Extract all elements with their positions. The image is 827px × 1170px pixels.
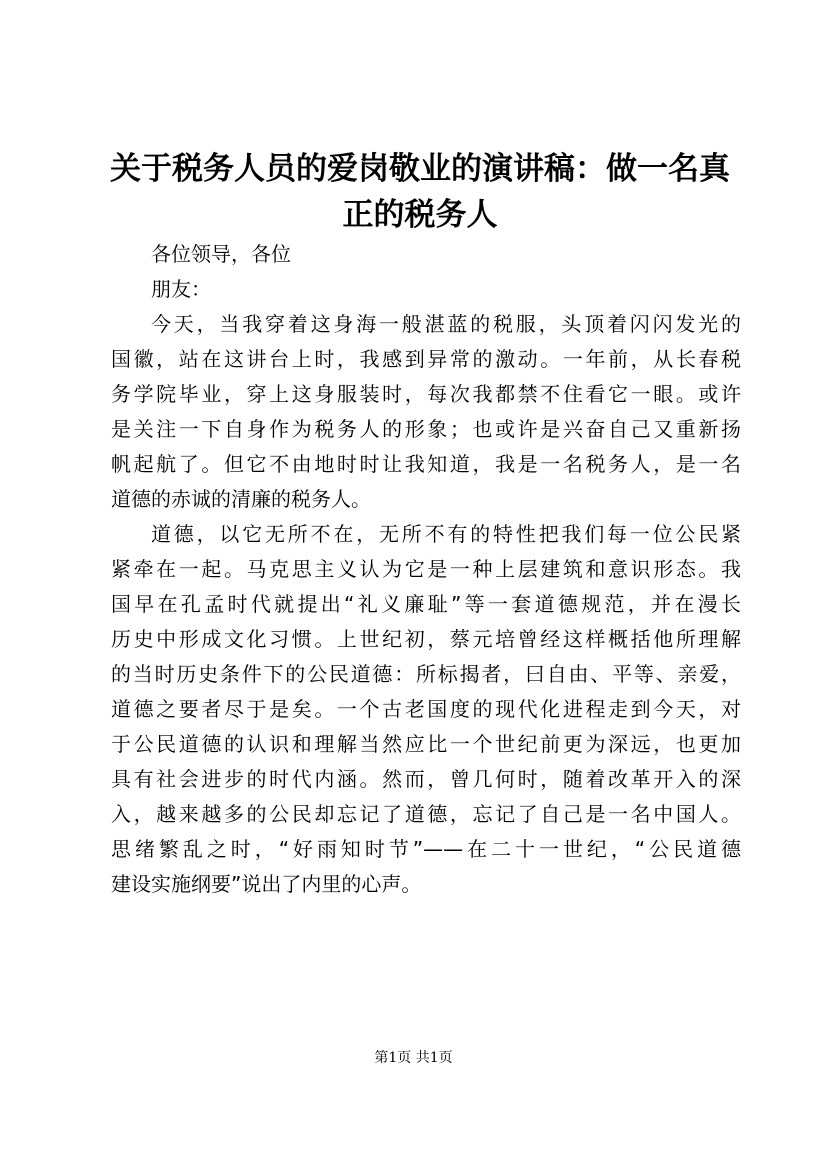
text-line: 各位领导，各位	[151, 242, 291, 266]
salutation-continuation	[111, 272, 741, 307]
text-line: 今天，当我穿着这身海一般湛蓝的税服，头顶着闪闪发光的	[151, 312, 741, 336]
title-line: 正的税务人	[342, 197, 498, 233]
page-footer: 第1页 共1页	[374, 1050, 453, 1066]
text-line: 于公民道德的认识和理解当然应比一个世纪前更为深远，也更加	[111, 732, 741, 756]
document-title	[100, 146, 740, 238]
text-line: 朋友：	[151, 277, 211, 301]
text-line: 思绪繁乱之时，“好雨知时节”——在二十一世纪，“公民道德	[111, 837, 741, 861]
title-line: 关于税务人员的爱岗敬业的演讲稿：做一名真	[110, 151, 730, 187]
text-line: 入，越来越多的公民却忘记了道德，忘记了自己是一名中国人。	[111, 802, 741, 826]
text-line: 的当时历史条件下的公民道德：所标揭者，曰自由、平等、亲爱，	[111, 662, 741, 686]
body-paragraph-1	[111, 307, 741, 517]
text-line: 具有社会进步的时代内涵。然而，曾几何时，随着改革开入的深	[111, 767, 741, 791]
text-line: 紧牵在一起。马克思主义认为它是一种上层建筑和意识形态。我	[111, 557, 741, 581]
text-line: 道德，以它无所不在，无所不有的特性把我们每一位公民紧	[151, 522, 741, 546]
text-line: 建设实施纲要”说出了内里的心声。	[111, 872, 422, 896]
text-line: 是关注一下自身作为税务人的形象；也或许是兴奋自己又重新扬	[111, 417, 741, 441]
body-paragraph-2	[111, 517, 741, 902]
text-line: 国早在孔孟时代就提出“礼义廉耻”等一套道德规范，并在漫长	[111, 592, 741, 616]
text-line: 帆起航了。但它不由地时时让我知道，我是一名税务人，是一名	[111, 452, 741, 476]
text-line: 国徽，站在这讲台上时，我感到异常的激动。一年前，从长春税	[111, 347, 741, 371]
salutation-paragraph	[111, 237, 741, 272]
text-line: 历史中形成文化习惯。上世纪初，蔡元培曾经这样概括他所理解	[111, 627, 741, 651]
text-line: 道德的赤诚的清廉的税务人。	[111, 487, 371, 511]
document-body	[111, 237, 741, 902]
text-line: 务学院毕业，穿上这身服装时，每次我都禁不住看它一眼。或许	[111, 382, 741, 406]
text-line: 道德之要者尽于是矣。一个古老国度的现代化进程走到今天，对	[111, 697, 741, 721]
